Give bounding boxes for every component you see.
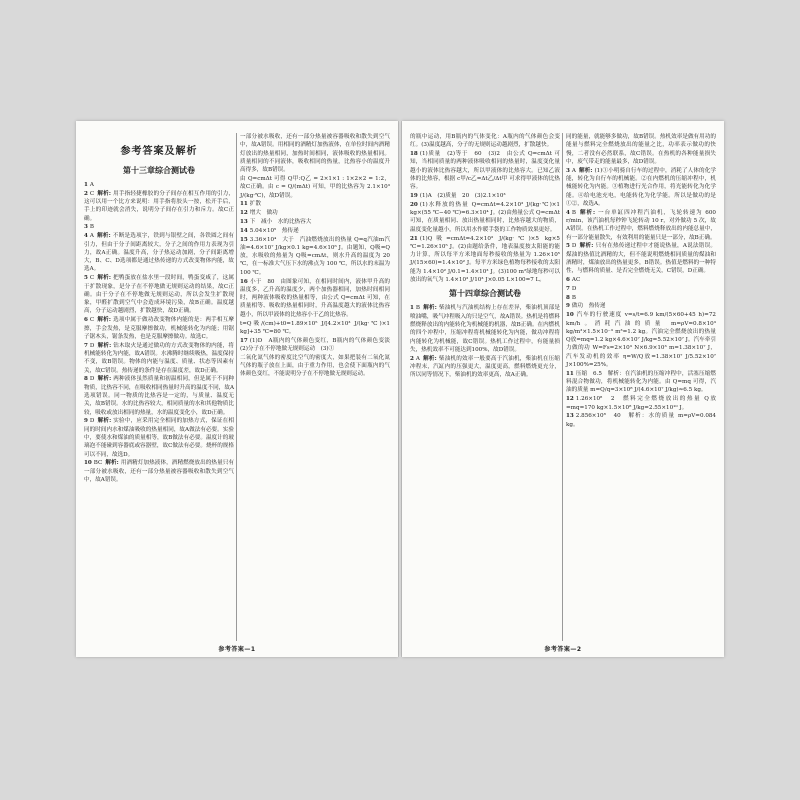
question-number: 3 [84,224,88,231]
left-page-column-2 [240,133,396,641]
answer-entry [566,294,716,302]
answer-entry [84,223,234,231]
answer-text: 小于 80 由图象可知，在相同时间内，液体甲升高的温度多，乙升高的温度少，两个加热器相同，加热时间相同时，两种液体吸收的热量相等，由公式 Q=cmΔt 可知，在质量相等、吸收的热量相同时，升高温度越大的液体比热容越小，所以甲液体的比热容小于乙的比热容。 [240,278,390,318]
question-number: 11 [240,201,248,208]
question-number: 21 [410,235,418,242]
left-column-1-entries [84,181,234,484]
question-number: 4 [566,209,570,216]
question-number: 10 [566,312,574,319]
answer-choice: D [89,342,95,349]
analysis-label: 解析: [105,460,119,467]
right-column-1-entries-part-a [410,133,560,284]
question-number: 5 [84,275,88,282]
question-number: 2 [84,190,88,197]
question-number: 10 [84,460,92,467]
answer-entry [240,320,390,337]
answer-entry [240,175,390,200]
answer-text: 二氧化氮气体的密度比空气的密度大，如果把装有二氧化氮气体的瓶子放在上面，由于重力作用，也会使下面瓶内的气体颜色变红，不能说明分子在不停地做无规则运动。 [240,354,390,378]
answer-entry [410,133,560,150]
answer-choice: A [89,182,94,188]
answer-entry [410,201,560,234]
question-number: 16 [240,278,248,285]
answer-entry [240,278,390,319]
answer-text: 只有在热传递过程中才能说热量，A说法错误。煤油的热值比酒精的大，但不能说明燃烧相同质量的煤油和酒精时，煤油放出的热量更多，B错误。热值是燃料的一种特性，与燃料的质量、是否完全燃烧无关，C错误，D正确。 [566,243,716,275]
question-number: 9 [84,418,88,425]
question-number: 4 [84,233,88,240]
answer-entry [84,375,234,416]
right-column-1-entries-part-b [410,304,560,379]
answer-text: 一部分被水吸收，还有一部分热量被容器吸收和散失到空气中，故A错误。用相同的酒精灯加热液体，在单位时间内酒精灯放出的热量相同，加热时间相同，液体吸收的热量相同。质量相同的不同液体，吸收相同的热量，比热容小的温度升高得多，故B错误。 [240,134,390,174]
answer-entry [566,285,716,293]
answer-choice: BC [93,460,103,467]
analysis-label: 解析: [97,342,112,349]
analysis-label: 解析: [422,355,437,362]
answer-entry [566,412,716,429]
answer-text: 做功 热传递 [571,303,606,310]
answer-entry [84,274,234,315]
question-number: 6 [84,317,88,324]
answer-text: 柴油机的效率一般要高于汽油机，柴油机在压缩冲程末，汽缸内的压强更大，温度更高，燃料燃烧更充分，所以同等情况下，柴油机的效率更高，故A正确。 [410,355,560,379]
question-number: 13 [240,218,248,225]
answer-text: 一台单缸四冲程汽油机，飞轮转速为 600 r/min，该汽油机每秒钟飞轮转动 10 r，对外做功 5 次，故A错误。在热机工作过程中，燃料燃烧释放出的内能总量中，有一部分能量散失，有效利用的能量只是一部分，故B正确。 [566,209,716,241]
answer-text: 把鸭蛋放在盐水里一段时间，鸭蛋变咸了，这属于扩散现象，是分子在不停地做无规则运动的结果，故C正确。由于分子在不停地做无规则运动，所以会发生扩散现象，甲醛扩散到空气中会造成环境污染，故B正确。温度越高，分子运动越剧烈，扩散越快，故D正确。 [84,275,234,315]
answer-entry [410,150,560,191]
answer-entry [84,316,234,341]
answer-text: 钻木取火是通过做功的方式改变物体的内能，将机械能转化为内能，故A错误。水沸腾时继续吸热，温度保持不变，故B错误。物体的内能与温度、质量、状态等因素有关，故C错误。热传递的条件是存在温度差，故D正确。 [84,342,234,374]
answer-page-left [76,121,398,657]
answer-text: 实验中，应采用完全相同的加热方式，保证在相同的时间内水和煤油吸收的热量相同，故A做法有必要。实验中，要使水和煤油的质量相等，故B做法有必要。温度计的玻璃泡不能碰到容器底或容器壁，故C做法有必要。烧杯的规格可以不同，故选D。 [84,418,234,458]
answer-entry [566,242,716,275]
answer-choice: C [89,190,95,197]
answer-text: 下 减小 水的比热容大 [249,218,312,225]
answer-entry [240,354,390,379]
analysis-label: 解析: [97,317,111,324]
analysis-label: 解析: [96,233,111,240]
answer-entry [566,311,716,369]
answer-text: 用手指轻捷橡胶的分子间存在相互作用的引力，这可以用一个比方来说明：用手指将胶头一按，松开手后，手上的印迹就会消失，说明分子间存在引力和斥力。故C正确。 [84,190,234,222]
answer-entry [566,276,716,284]
question-number: 12 [240,210,248,217]
answer-choice: D [571,243,577,250]
question-number: 7 [84,342,88,349]
answer-text: t=Q吸/(cm)+t0=1.89×10⁵ J/[4.2×10³ J/(kg·℃)×1 kg]+35 ℃=80 ℃。 [240,320,390,335]
answer-text: (1)Q吸=cmΔt=4.2×10³ J/(kg·℃)×5 kg×5 ℃=1.26×10⁵ J。(2)由题给条件，地表温度按太阳能的能力计算，所以每平方米地面每秒接收的热量为 1.26×10⁵ J/(15×60)=1.4×10² J。每平方米绿色植物每秒接收的太阳能为 1.4×10² J/0.1=1.4×10³ J。(3)100 m²绿地每秒可以放出的氧气为 1.4×10³ J/10³ J×0.05 L×100=7 L。 [410,235,560,284]
question-number: 1 [84,182,88,188]
answer-text: 扩散 [249,201,261,208]
chapter-14-title: 第十四章综合测试卷 [449,289,521,299]
answer-entry [84,190,234,223]
question-number: 1 [410,305,414,312]
analysis-label: 解析: [423,305,437,312]
page-footer-left: 参考答案—1 [218,646,256,653]
answer-text: 的瓶中运动，用B瓶内的气体变化：A瓶内的气体颜色会变红。(3)温度越高，分子的无规则运动越剧烈，扩散越快。 [410,134,560,149]
question-number: 20 [410,201,418,208]
answer-text: 增大 做功 [249,210,278,217]
answer-choice: A [89,233,94,240]
analysis-label: 解析: [579,209,596,216]
question-number: 5 [566,243,570,250]
answer-entry [566,395,716,412]
answer-entry [410,304,560,354]
question-number: 8 [84,376,88,383]
answer-text: 汽车的行驶速度 v=s/t=6.9 km/(5×60+45 h)=72 km/h。消耗汽油的质量 m=ρV=0.8×10³ kg/m³×1.5×10⁻³ m³=1.2 kg。汽油完全燃烧放出的热量 Q放=mq=1.2 kg×4.6×10⁷ J/kg=5.52×10⁷ J。汽车牵引力做的功 W=Fs=2×10³ N×6.9×10³ m=1.38×10⁷ J，汽车发动机的效率 η=W/Q放=1.38×10⁷ J/5.52×10⁷ J×100%=25%。 [566,312,716,369]
answer-text: 压缩 6.5 解析：在汽油机的压缩冲程中，活塞压缩燃料混合物做功，将机械能转化为内能。由 Q=mq 可得，汽油的质量 m=Q/q=3×10⁸ J/(4.6×10⁷ J/kg)≈6.5 kg。 [566,370,716,394]
answer-choice: D [571,285,577,292]
question-number: 12 [566,396,574,403]
answer-entry [84,232,234,273]
answer-text: 由 Q=cmΔt 可得 Q甲:Q乙 = 2×1×1 : 1×2×2 = 1:2，故C正确。由 c = Q/(mΔt) 可知，甲的比热容为 2.1×10³ J/(kg·℃)，故D错误。 [240,175,390,199]
left-column-2-entries [240,133,396,379]
answer-text: 不断是选项字，铁到与银壁之间，各铁圆之间有引力，但由于分子间距离较大，分子之间的作用力表现为引力，故A正确。温度升高，分子热运动加剧，分子间距离增大，B、C、D选项都是通过热传递的方式改变物体内能，故选A。 [84,233,234,273]
answer-choice: B [89,224,95,231]
answer-text: 两种液体虽然质量和初温相同，但是属于不同种物质，比热容不同，在吸收相同热量时升高的温度不同，故A选项错误。同一物质的比热容是一定的，与质量、温度无关，故B错误。水的比热容较大，相同质量的水和其他物质比较，吸收或放出相同的热量，水的温度变化小，故D正确。 [84,376,234,416]
answer-choice: B [571,294,577,301]
analysis-label: 解析: [579,243,594,250]
analysis-label: 解析: [578,167,593,174]
answer-entry [240,133,390,174]
page-title: 参考答案及解析 [120,146,198,157]
answer-text: 1.26×10⁸ 2 燃料完全燃烧放出的热量 Q放=mq=170 kg×1.5×10⁸ J/kg=2.55×10¹⁰ J。 [566,396,716,411]
answer-entry [84,417,234,458]
answer-choice: B [571,209,577,216]
question-number: 17 [240,337,248,344]
answer-entry [566,302,716,310]
answer-choice: AC [571,277,581,284]
page-footer-right: 参考答案—2 [544,646,582,653]
question-number: 3 [566,167,570,174]
column-divider [236,133,237,641]
answer-entry [240,227,390,235]
chapter-13-title: 第十三章综合测试卷 [123,166,195,175]
answer-text: 选项中属于做功改变物体内能的是：两手相互摩擦，手会发热，是克服摩擦做功，机械能转化为内能；用锯子锯木头，锯条发热，也是克服摩擦做功。故选C。 [84,317,234,340]
answer-text: 3.36×10⁴ 大于 汽油燃烧放出的热量 Q=q汽油m汽油=4.6×10⁷ J/kg×0.1 kg=4.6×10⁶ J。由题知，Q吸=Q放，水吸收的热量为 Q吸=cmΔt，则水升高的温度为 20 ℃，在一标准大气压下水的沸点为 100 ℃，所以水的末温为 100 ℃。 [240,236,390,276]
answer-choice: A [571,167,576,174]
analysis-label: 解析: [97,376,112,383]
question-number: 18 [410,151,418,158]
question-number: 19 [410,193,418,200]
answer-entry [566,370,716,395]
question-number: 15 [240,236,248,243]
analysis-label: 解析: [97,190,111,197]
answer-text: (1)水释放的热量 Q=cmΔt=4.2×10³ J/(kg·℃)×1 kg×(55 ℃−40 ℃)=6.3×10⁴ J。(2)由热量公式 Q=cmΔt 可知，在质量相同、放出热量相同时，比热容越大的物质，温度变化量越小，所以用水作暖手袋的工作物质效果更好。 [410,201,560,233]
answer-entry [240,337,396,354]
question-number: 11 [566,370,574,377]
answer-entry [566,133,716,166]
answer-entry [240,218,390,226]
right-column-2-entries [566,133,716,429]
right-page-column-1 [410,133,560,641]
answer-text: 2.856×10⁸ 40 解析：水的质量 m=ρV=0.084 kg。 [566,413,716,428]
answer-text: 用酒精灯加热液体，酒精燃烧放出的热量只有一部分被水吸收，还有一部分热量被容器吸收和散失到空气中，故A错误。 [84,460,234,483]
question-number: 13 [566,413,574,420]
column-divider [562,133,563,641]
answer-choice: A [415,355,420,362]
answer-entry [240,200,390,208]
answer-choice: C [89,275,95,282]
answer-entry [84,181,234,189]
answer-text: 同的能量，就能够多做功，故B错误。热机效率是做有用功的能量与燃料完全燃烧放出的能量之比，功率表示做功的快慢，二者没有必然联系，故C错误。在热机的各种能量损失中，废气带走的能量最多，故D错误。 [566,134,716,165]
answer-entry [84,459,234,484]
analysis-label: 解析: [97,275,111,282]
analysis-label: 解析: [97,418,112,425]
right-page-column-2 [566,133,716,641]
question-number: 9 [566,303,570,310]
answer-page-right [402,121,724,657]
answer-text: 柴油机与汽油机结构上存在差异，柴油机顶部是喷油嘴，吸气冲程吸入的只是空气，故A错误。热机是将燃料燃烧释放出的内能转化为机械能的机器，故B正确。在内燃机的四个冲程中，压缩冲程将机械能转化为内能，做功冲程将内能转化为机械能，故C错误。热机工作过程中，有能量损失，热机效率不可能达到100%，故D错误。 [410,305,560,353]
answer-entry [410,355,560,380]
answer-text: (1)质量 (2)等于 60 (3)2 由公式 Q=cmΔt 可知，当相同质量的两种液体吸收相同的热量时，温度变化量越小的液体比热容越大，所以甲液体的比热容大。已知乙液体的比热容，根据 c甲/c乙=Δt乙/Δt甲 可求得甲液体的比热容。 [410,151,560,191]
answer-entry [566,209,716,242]
answer-entry [240,236,390,277]
answer-entry [410,235,560,285]
answer-text: 5.04×10⁵ 热传递 [249,227,299,234]
question-number: 14 [240,227,248,234]
answer-entry [410,192,560,200]
question-number: 8 [566,294,570,301]
answer-entry [240,209,390,217]
question-number: 7 [566,285,570,292]
answer-entry [84,342,234,375]
answer-choice: D [89,376,95,383]
answer-text: (1)D A瓶内的气体颜色变红，B瓶内的气体颜色变淡 (2)分子在不停地做无规则运动 (3)① [240,337,396,352]
answer-choice: C [89,317,95,324]
answer-choice: D [89,418,95,425]
answer-text: (1)①小明骑自行车的过程中，消耗了人体的化学能，转化为自行车的机械能。②在内燃机的压缩冲程中，机械能转化为内能。③植物进行光合作用，将光能转化为化学能。④给电池充电，电能转化为化学能。所以是做功的是①②，故选A。 [566,167,716,207]
answer-text: (1)A (2)质量 20 (3)2.1×10³ [419,193,506,200]
answer-entry [566,167,716,208]
answer-choice: B [415,305,421,312]
question-number: 2 [410,355,414,362]
question-number: 6 [566,277,570,284]
left-page-column-1 [84,133,234,641]
